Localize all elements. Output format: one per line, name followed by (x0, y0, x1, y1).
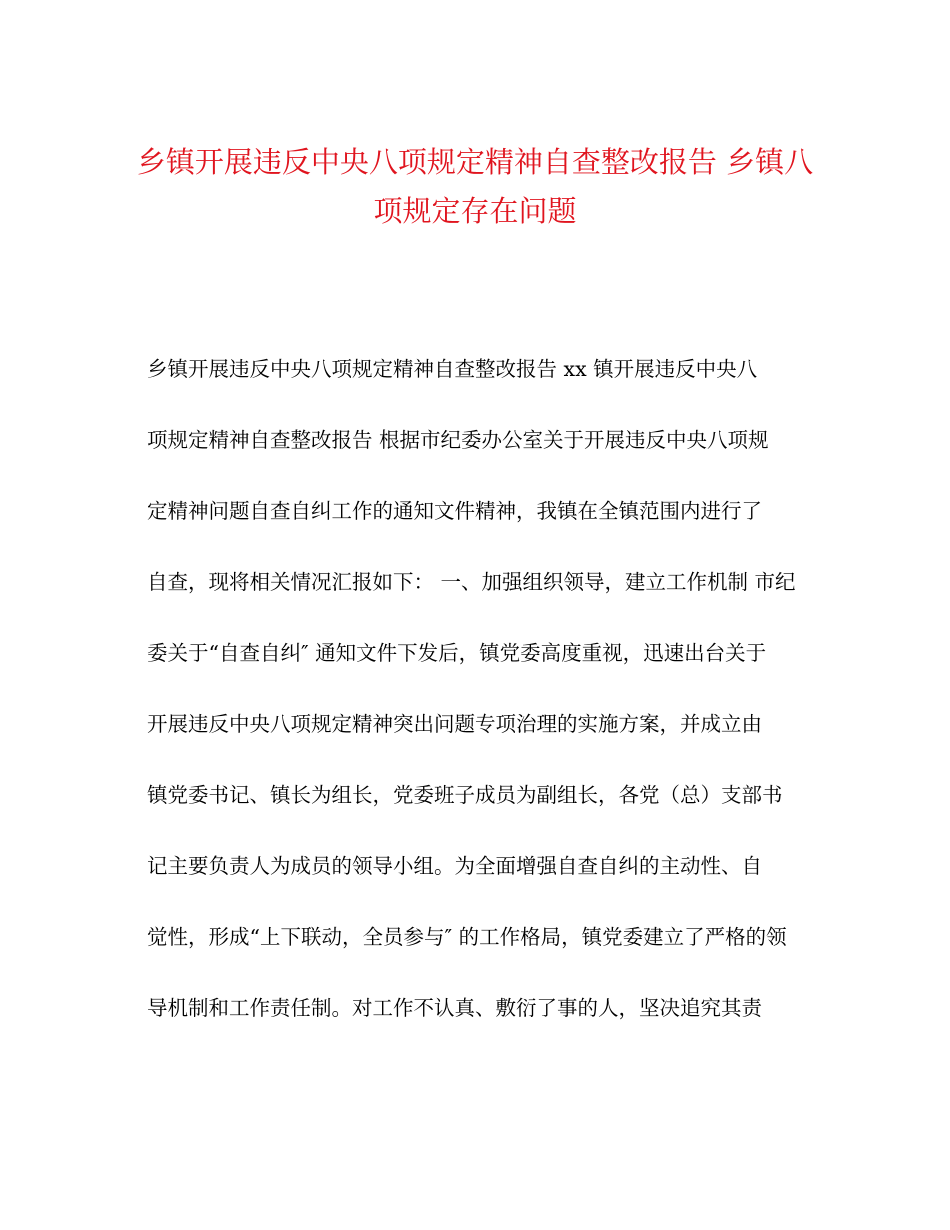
body-line-5: 委关于“自查自纠″ 通知文件下发后，镇党委高度重视，迅速出台关于 (147, 641, 767, 665)
body-line-9: 觉性，形成“上下联动，全员参与″ 的工作格局，镇党委建立了严格的领 (147, 925, 787, 949)
body-line-8: 记主要负责人为成员的领导小组。为全面增强自查自纠的主动性、自 (147, 854, 762, 878)
body-line-7: 镇党委书记、镇长为组长，党委班子成员为副组长，各党（总）支部书 (147, 783, 783, 807)
document-title (120, 138, 830, 236)
body-line-2: 项规定精神自查整改报告 根据市纪委办公室关于开展违反中央八项规 (147, 428, 769, 452)
body-line-10: 导机制和工作责任制。对工作不认真、敷衍了事的人，坚决追究其责 (147, 996, 762, 1020)
title-line-2: 项规定存在问题 (373, 194, 577, 228)
body-line-1: 乡镇开展违反中央八项规定精神自查整改报告 xx 镇开展违反中央八 (147, 357, 758, 381)
body-line-6: 开展违反中央八项规定精神突出问题专项治理的实施方案，并成立由 (147, 712, 762, 736)
title-line-1: 乡镇开展违反中央八项规定精神自查整改报告 乡镇八 (136, 145, 814, 179)
body-line-3: 定精神问题自查自纠工作的通知文件精神，我镇在全镇范围内进行了 (147, 499, 762, 523)
body-line-4: 自查，现将相关情况汇报如下： 一、加强组织领导，建立工作机制 市纪 (147, 570, 796, 594)
